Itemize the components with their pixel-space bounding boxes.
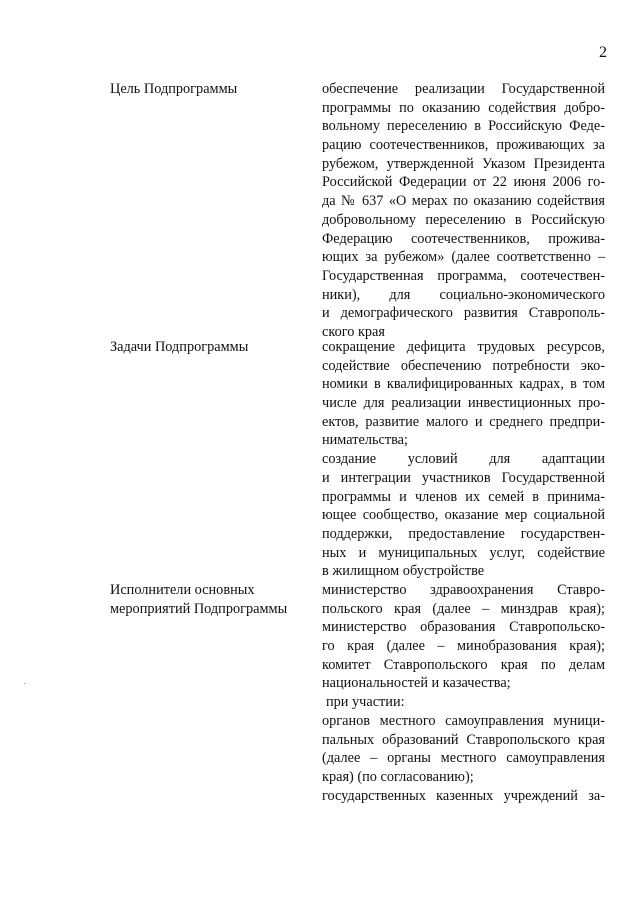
section-label [110, 581, 310, 618]
content-line: сокращение дефицита трудовых ресурсов, [322, 339, 605, 355]
content-line: добровольному переселению в Российскую [322, 211, 605, 228]
content-line: ных и муниципальных услуг, содействие [322, 544, 605, 561]
content-line: Государственная программа, соотечествен- [322, 267, 605, 284]
content-line: национальностей и казачества; [322, 675, 511, 692]
section-label [110, 338, 310, 357]
content-line: поддержки, предоставление государствен- [322, 525, 605, 542]
content-line: министерство образования Ставропольско- [322, 619, 605, 636]
content-line: государственных казенных учреждений за- [322, 787, 605, 804]
label-line: Цель Подпрограммы [110, 81, 238, 97]
scan-speck [24, 683, 25, 684]
content-line: пальных образований Ставропольского края [322, 731, 605, 748]
content-line: в жилищном обустройстве [322, 563, 485, 580]
content-line: министерство здравоохранения Ставро- [322, 582, 605, 598]
content-line: числе для реализации инвестиционных про- [322, 395, 605, 412]
section-content [322, 581, 605, 805]
label-line: мероприятий Подпрограммы [110, 600, 288, 617]
page-number: 2 [599, 44, 607, 61]
content-line: содействие обеспечению потребности эко- [322, 357, 605, 374]
content-line: вольному переселению в Российскую Феде- [322, 118, 605, 135]
content-line: и интеграции участников Государственной [322, 469, 605, 486]
content-line: рубежом, утвержденной Указом Президента [322, 155, 605, 172]
content-line: ющее сообщество, оказание мер социальной [322, 507, 605, 524]
content-line: и демографического развития Ставрополь- [322, 305, 605, 322]
content-line: Федерацию соотечественников, прожива- [322, 230, 605, 247]
content-line: обеспечение реализации Государственной [322, 81, 605, 97]
content-line: Российской Федерации от 22 июня 2006 го- [322, 174, 605, 191]
section-content [322, 338, 605, 581]
content-line: ектов, развитие малого и среднего предпри- [322, 413, 605, 430]
content-line: ющих за рубежом» (далее соответственно – [322, 249, 605, 266]
content-line: края) (по согласованию); [322, 768, 474, 785]
content-line: создание условий для адаптации [322, 451, 605, 468]
content-line: при участии: [326, 694, 405, 711]
content-line: ского края [322, 323, 385, 340]
content-line: комитет Ставропольского края по делам [322, 656, 605, 673]
section-label [110, 80, 310, 99]
content-line: программы по оказанию содействия добро- [322, 99, 605, 116]
content-line: польского края (далее – минздрав края); [322, 600, 605, 617]
content-line: программы и членов их семей в принима- [322, 488, 605, 505]
content-line: рацию соотечественников, проживающих за [322, 137, 605, 154]
content-line: ники), для социально-экономического [322, 286, 605, 303]
content-line: да № 637 «О мерах по оказанию содействия [322, 193, 605, 210]
label-line: Исполнители основных [110, 582, 255, 598]
content-line: нимательства; [322, 432, 408, 449]
content-line: органов местного самоуправления муници- [322, 712, 605, 729]
section-content [322, 80, 605, 342]
content-line: номики в квалифицированных кадрах, в том [322, 376, 605, 393]
content-line: го края (далее – минобразования края); [322, 638, 605, 655]
content-line: (далее – органы местного самоуправления [322, 750, 605, 767]
label-line: Задачи Подпрограммы [110, 339, 249, 355]
